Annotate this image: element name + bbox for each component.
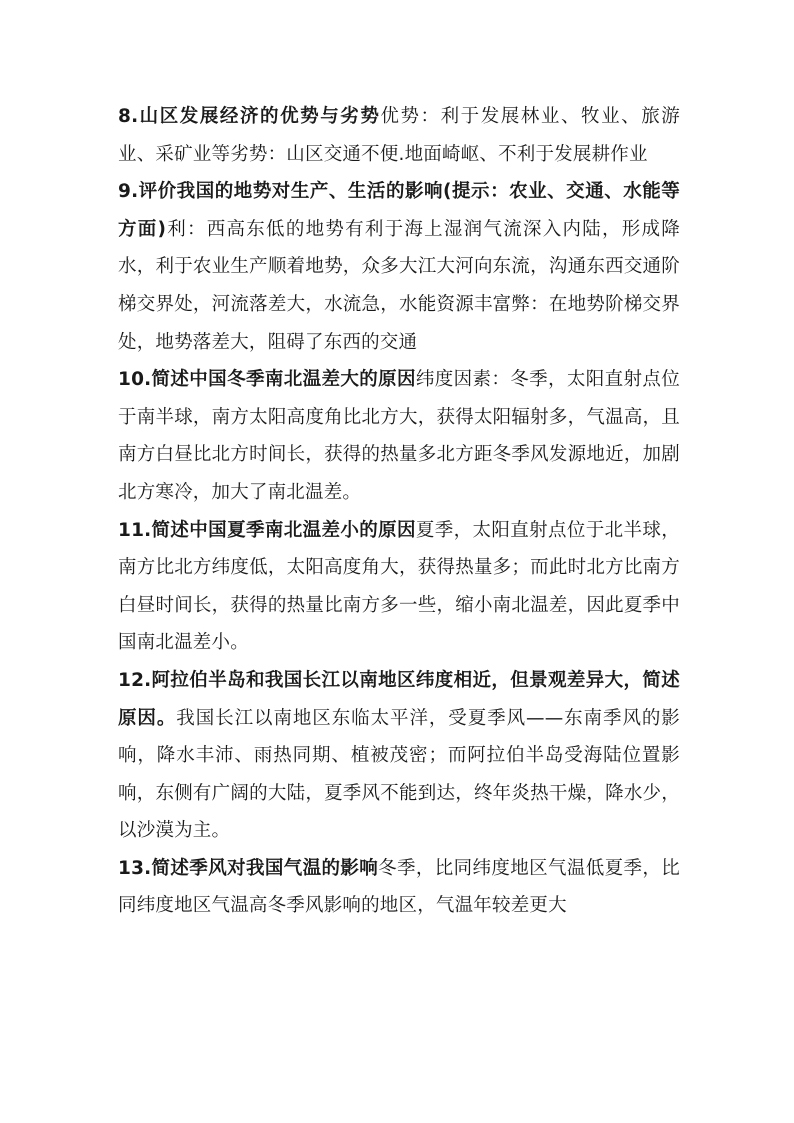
question-13: 13.简述季风对我国气温的影响 [118, 857, 379, 879]
item-13 [118, 850, 680, 925]
item-9 [118, 173, 680, 361]
question-8: 8.山区发展经济的优势与劣势 [118, 106, 381, 127]
question-11: 11.简述中国夏季南北温差小的原因 [118, 519, 416, 541]
document-page [118, 98, 680, 925]
answer-8: 优势：利于发展林业、牧业、旅游业、采矿业等劣势：山区交通不便.地面崎岖、不利于发展耕作业 [118, 106, 680, 165]
item-12 [118, 662, 680, 850]
answer-12: 我国长江以南地区东临太平洋，受夏季风——东南季风的影响，降水丰沛、雨热同期、植被茂密；而阿拉伯半岛受海陆位置影响，东侧有广阔的大陆，夏季风不能到达，终年炎热干燥，降水少，以沙漠为主。 [118, 707, 680, 842]
item-10 [118, 361, 680, 511]
answer-9: 利：西高东低的地势有利于海上湿润气流深入内陆，形成降水，利于农业生产顺着地势，众多大江大河向东流，沟通东西交通阶梯交界处，河流落差大，水流急，水能资源丰富弊：在地势阶梯交界处，地势落差大，阻碍了东西的交通 [118, 218, 681, 353]
question-10: 10.简述中国冬季南北温差大的原因 [118, 369, 416, 391]
question-9: 9.评价我国的地势对生产、生活的影响(提示：农业、交通、水能等方面) [118, 181, 680, 240]
answer-13: 冬季，比同纬度地区气温低夏季，比同纬度地区气温高冬季风影响的地区，气温年较差更大 [118, 857, 680, 917]
item-11 [118, 512, 680, 662]
question-12: 12.阿拉伯半岛和我国长江以南地区纬度相近，但景观差异大，简述原因。 [118, 669, 680, 729]
item-8 [118, 98, 680, 173]
answer-11: 夏季，太阳直射点位于北半球，南方比北方纬度低，太阳高度角大，获得热量多；而此时北方比南方白昼时间长，获得的热量比南方多一些，缩小南北温差，因此夏季中国南北温差小。 [118, 519, 680, 654]
answer-10: 纬度因素：冬季，太阳直射点位于南半球，南方太阳高度角比北方大，获得太阳辐射多，气温高，且南方白昼比北方时间长，获得的热量多北方距冬季风发源地近，加剧北方寒冷，加大了南北温差。 [118, 369, 680, 503]
